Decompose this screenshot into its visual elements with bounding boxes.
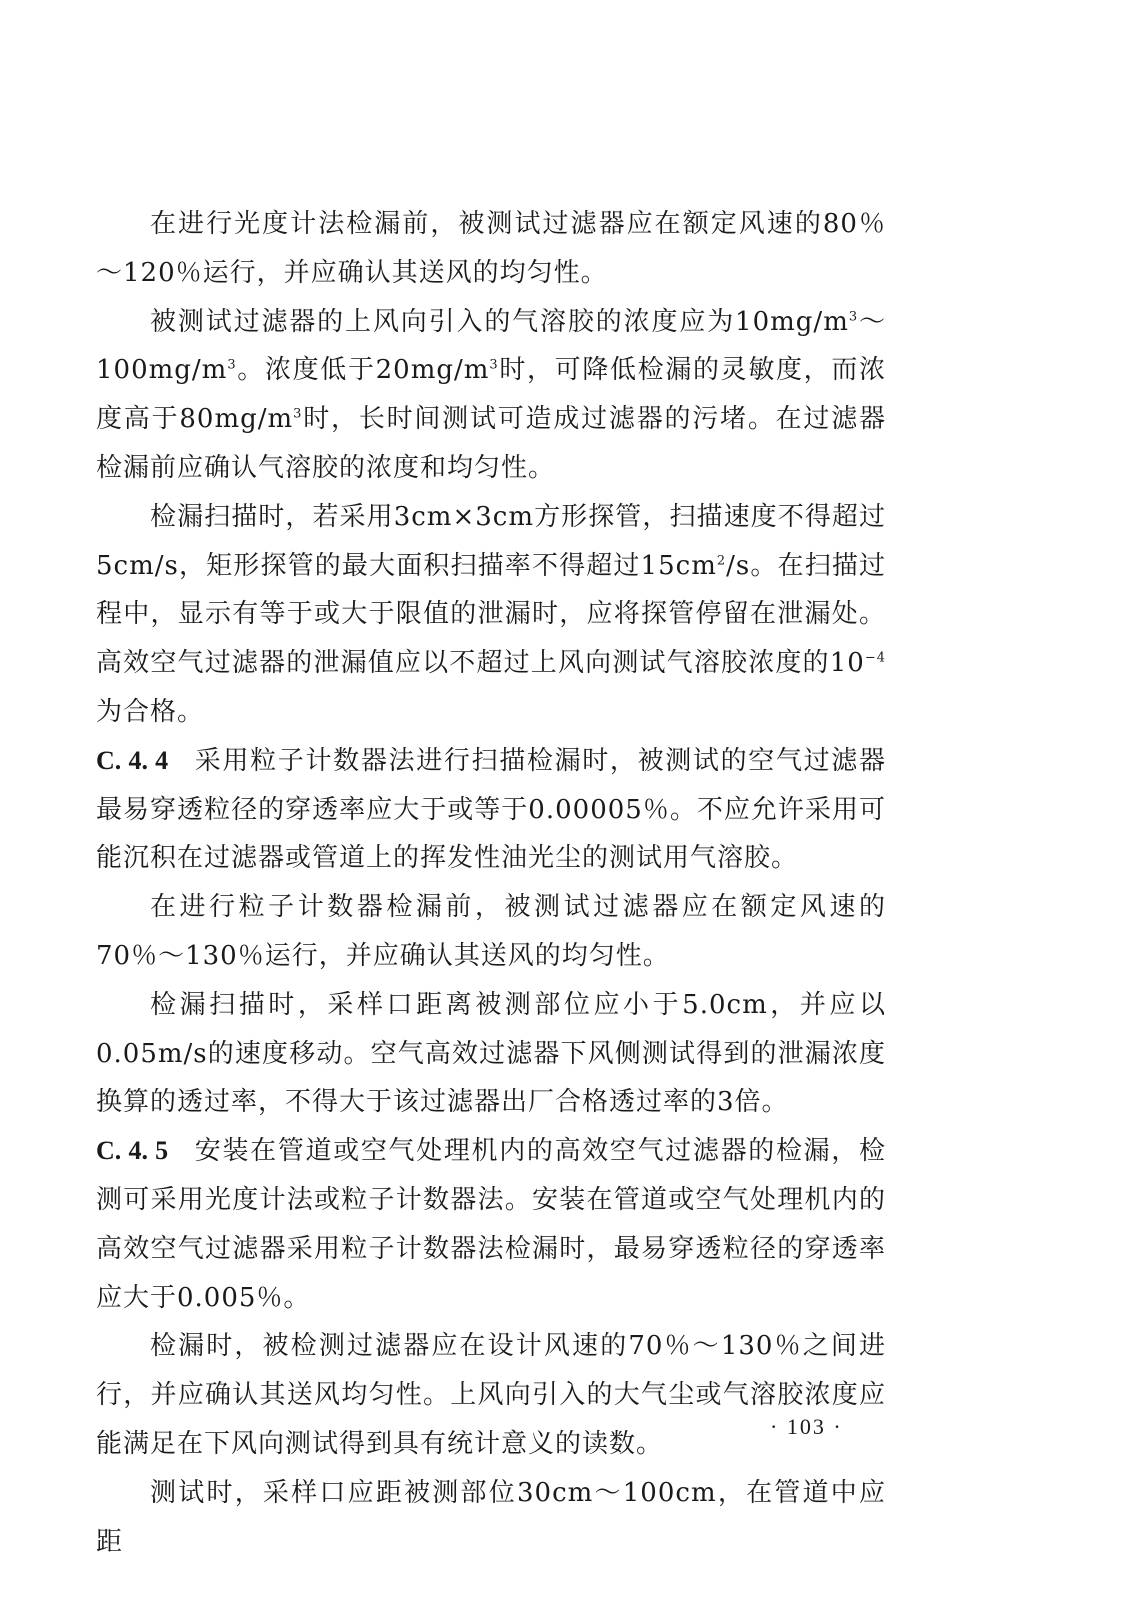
clause-number: C. 4. 4 — [96, 745, 169, 775]
paragraph-design-airspeed: 检漏时，被检测过滤器应在设计风速的70％～130％之间进行，并应确认其送风均匀性。上风向引入的大气尘或气溶胶浓度应能满足在下风向测试得到具有统计意义的读数。 — [96, 1331, 886, 1459]
paragraph-sampling-port: 测试时，采样口应距被测部位30cm～100cm，在管道中应距 — [96, 1477, 886, 1557]
paragraph-aerosol-concentration: 被测试过滤器的上风向引入的气溶胶的浓度应为$10mg/m^3\sim 100mg/m^3$。浓度低于$20mg/m^3$时，可降低检漏的灵敏度，而浓度高于$80mg/m^3$时，长时间测试可造成过滤器的污堵。在过滤器检漏前应确认气溶胶的浓度和均匀性。 — [96, 306, 886, 483]
paragraph-particle-counter-preparation: 在进行粒子计数器检漏前，被测试过滤器应在额定风速的70％～130％运行，并应确认其送风的均匀性。 — [96, 892, 886, 971]
page-body — [96, 200, 886, 1566]
paragraph-photometer-preparation: 在进行光度计法检漏前，被测试过滤器应在额定风速的80％～120％运行，并应确认其送风的均匀性。 — [96, 209, 886, 288]
page-number: · 103 · — [770, 1414, 843, 1439]
clause-number: C. 4. 5 — [96, 1136, 169, 1166]
paragraph-sampling-distance: 检漏扫描时，采样口距离被测部位应小于5.0cm，并应以0.05m/s的速度移动。空气高效过滤器下风侧测试得到的泄漏浓度换算的透过率，不得大于该过滤器出厂合格透过率的3倍。 — [96, 989, 886, 1118]
clause-c-4-4: C. 4. 4 采用粒子计数器法进行扫描检漏时，被测试的空气过滤器最易穿透粒径的穿透率应大于或等于0.00005％。不应允许采用可能沉积在过滤器或管道上的挥发性油光尘的测试用气溶胶。 — [96, 745, 886, 874]
paragraph-scan-speed: 检漏扫描时，若采用3cm×3cm方形探管，扫描速度不得超过5cm/s，矩形探管的最大面积扫描率不得超过$15cm^2/s$。在扫描过程中，显示有等于或大于限值的泄漏时，应将探管停留在泄漏处。高效空气过滤器的泄漏值应以不超过上风向测试气溶胶浓度的$10^{-4}$为合格。 — [96, 501, 886, 727]
clause-c-4-5: C. 4. 5 安装在管道或空气处理机内的高效空气过滤器的检漏，检测可采用光度计法或粒子计数器法。安装在管道或空气处理机内的高效空气过滤器采用粒子计数器法检漏时，最易穿透粒径的穿透率应大于0.005％。 — [96, 1136, 886, 1313]
